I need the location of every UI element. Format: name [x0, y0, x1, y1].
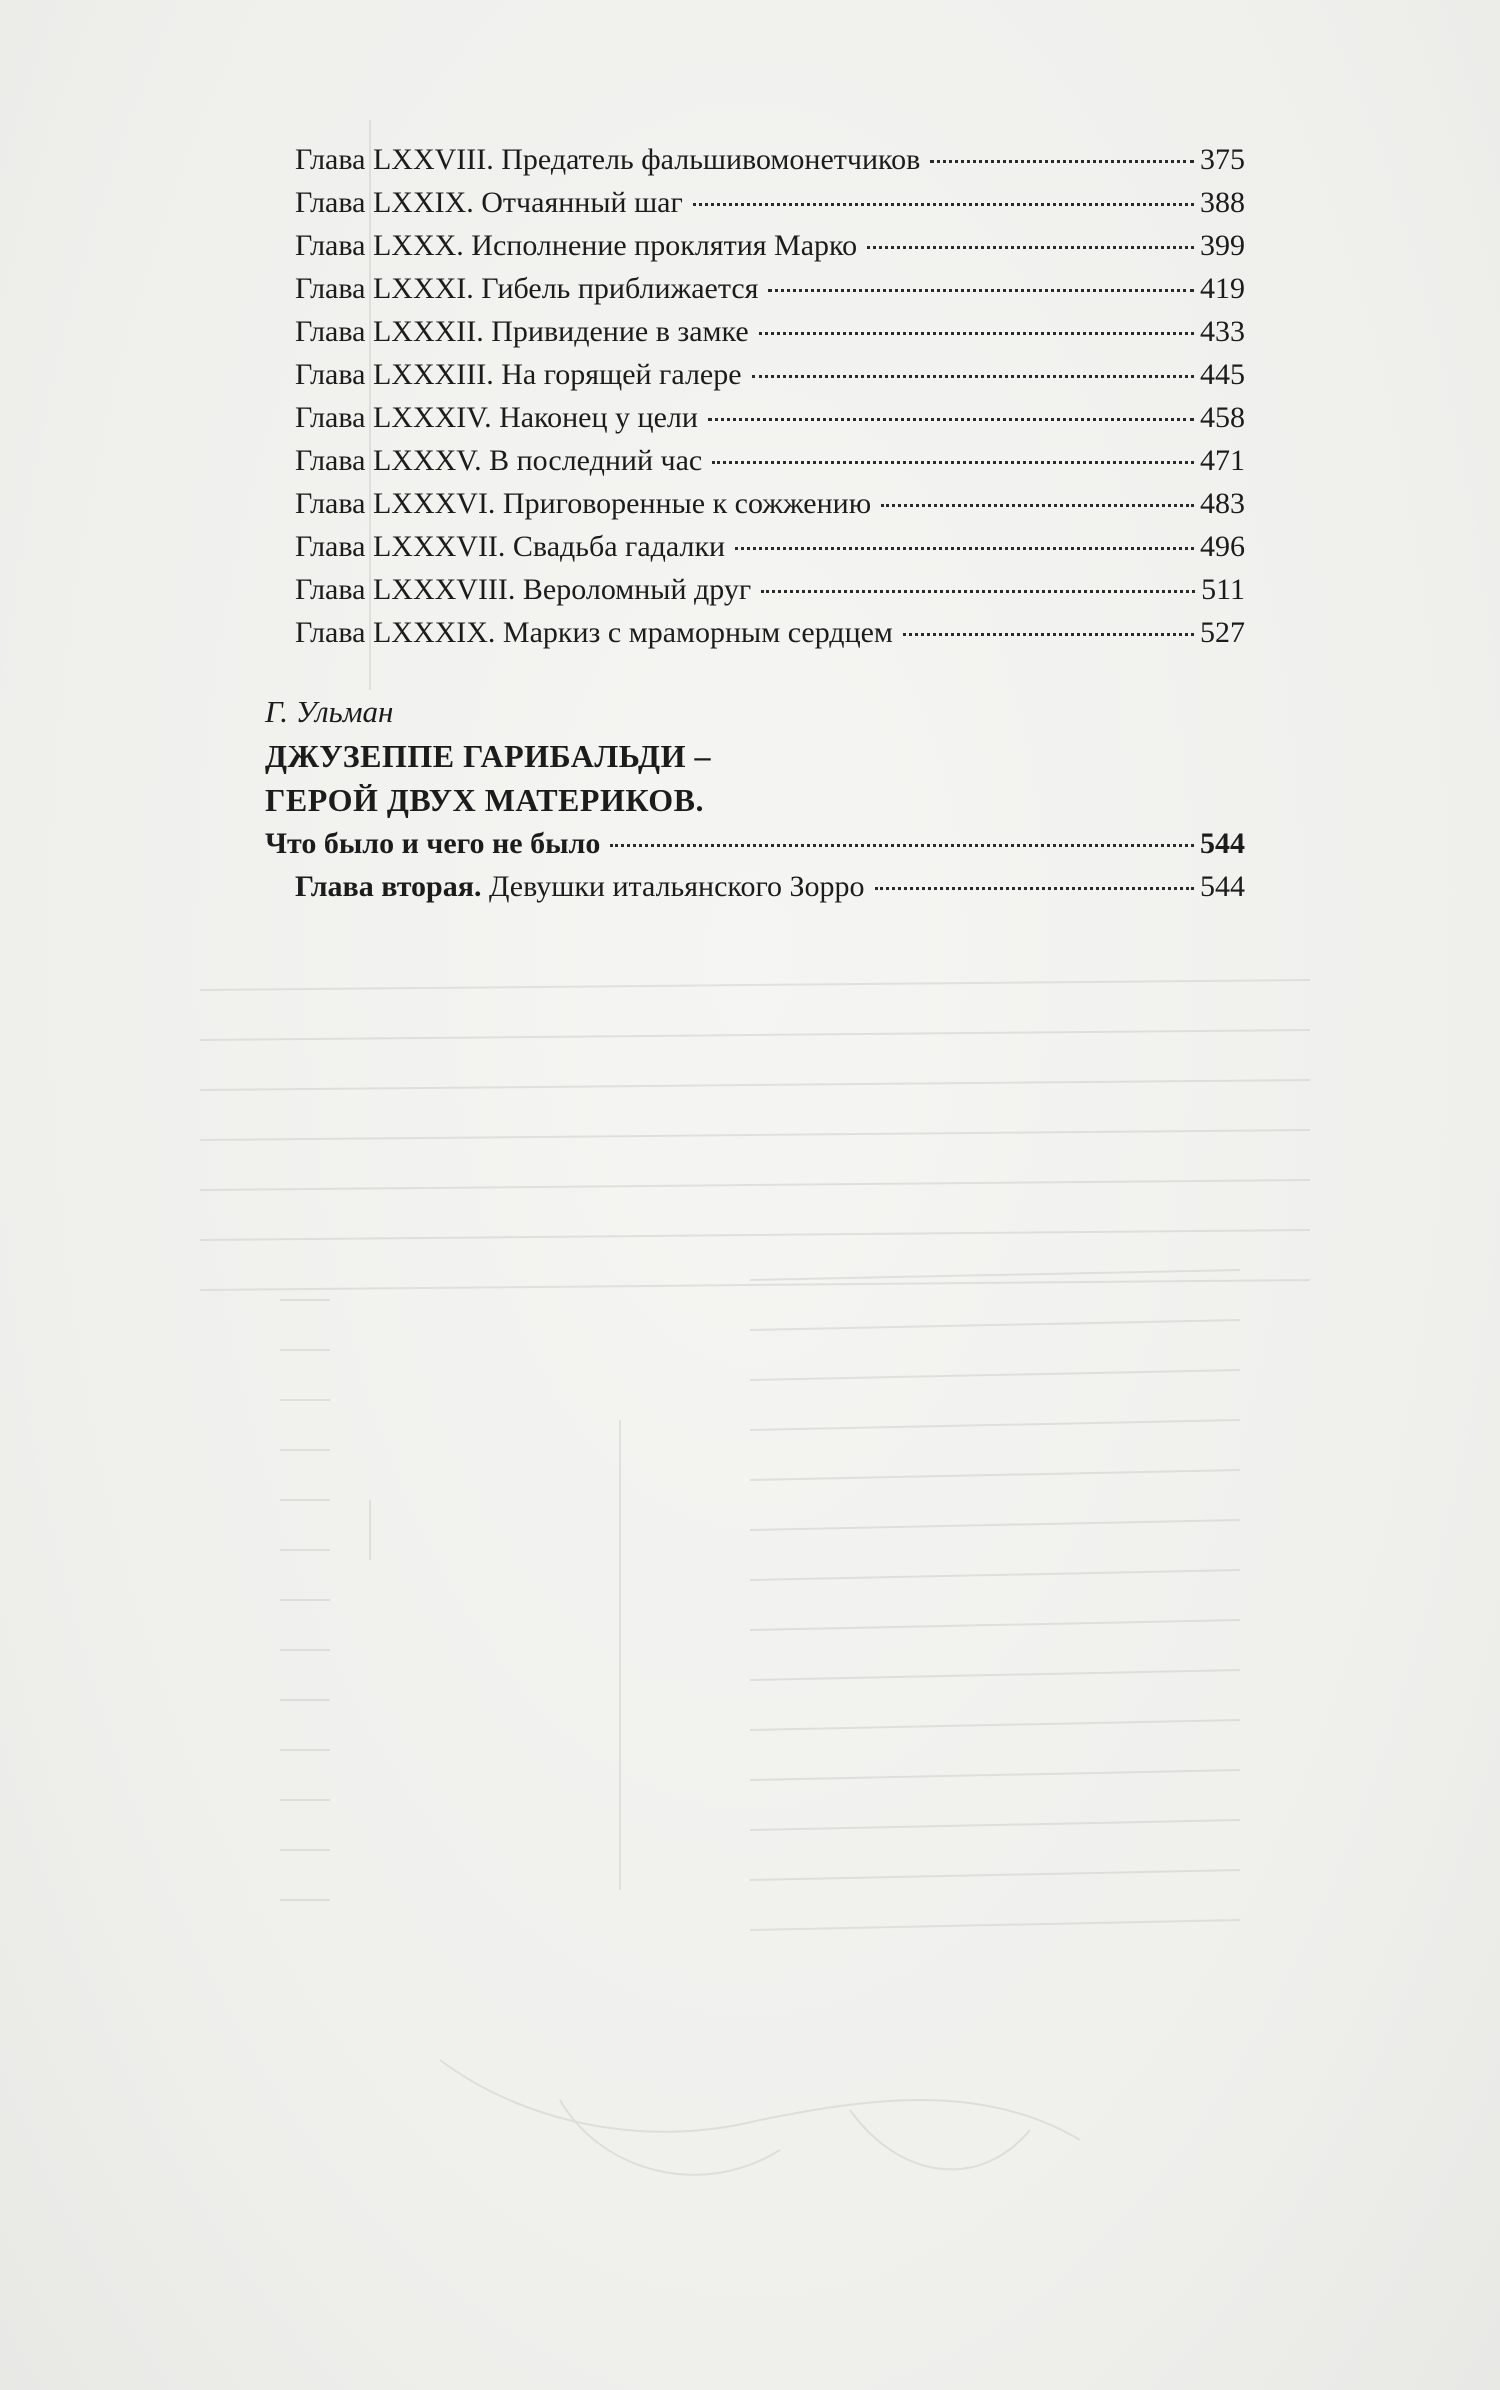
toc-entry	[295, 611, 1245, 654]
dot-leader	[712, 461, 1194, 464]
toc-part-title: Что было и чего не было	[265, 827, 601, 860]
toc-entry-title: Глава LXXXVII. Свадьба гадалки	[295, 530, 726, 563]
dot-leader	[867, 246, 1194, 249]
toc-part-page: 544	[1200, 827, 1245, 860]
toc-entry-page: 527	[1200, 616, 1245, 649]
toc-entry-page: 445	[1200, 358, 1245, 391]
toc-entry	[295, 310, 1245, 353]
toc-entry-title: Глава LXXXII. Привидение в замке	[295, 315, 749, 348]
toc-entry-title: Глава LXXXVI. Приговоренные к сожжению	[295, 487, 872, 520]
toc-entry-title: Глава LXXIX. Отчаянный шаг	[295, 186, 683, 219]
toc-entry	[265, 865, 1245, 908]
dot-leader	[752, 375, 1194, 378]
toc-entry-page: 419	[1200, 272, 1245, 305]
dot-leader	[903, 633, 1194, 636]
toc-entry-page: 375	[1200, 143, 1245, 176]
toc-entry-title: Глава LXXXIV. Наконец у цели	[295, 401, 698, 434]
toc-entry-title: Глава LXXXVIII. Вероломный друг	[295, 573, 752, 606]
dot-leader	[708, 418, 1194, 421]
toc-entry-title: Глава LXXXIX. Маркиз с мраморным сердцем	[295, 616, 893, 649]
dot-leader	[735, 547, 1194, 550]
toc-entry-name: Девушки итальянского Зорро	[488, 870, 865, 903]
toc-entry-title: Глава LXXXI. Гибель приближается	[295, 272, 759, 305]
toc-entry-title: Глава LXXVIII. Предатель фальшивомонетчиков	[295, 143, 921, 176]
table-of-contents	[295, 138, 1245, 654]
toc-entry-page: 399	[1200, 229, 1245, 262]
toc-entry-page: 544	[1200, 870, 1245, 903]
toc-entry-page: 483	[1200, 487, 1245, 520]
toc-entry-page: 511	[1201, 573, 1245, 606]
toc-entry-page: 458	[1200, 401, 1245, 434]
toc-entry-label: Глава вторая.	[295, 870, 482, 903]
dot-leader	[875, 887, 1194, 890]
dot-leader	[761, 590, 1195, 593]
toc-entry	[295, 482, 1245, 525]
toc-entry-page: 471	[1200, 444, 1245, 477]
toc-entry-title: Глава LXXXIII. На горящей галере	[295, 358, 742, 391]
dot-leader	[930, 160, 1194, 163]
toc-entry-title: Глава LXXX. Исполнение проклятия Марко	[295, 229, 858, 262]
toc-part-entry	[265, 822, 1245, 865]
section-author: Г. Ульман	[265, 694, 394, 729]
toc-entry	[295, 439, 1245, 482]
toc-entry-title	[295, 865, 865, 908]
section-title-line-2: ГЕРОЙ ДВУХ МАТЕРИКОВ.	[265, 782, 704, 818]
toc-entry	[295, 396, 1245, 439]
dot-leader	[768, 289, 1194, 292]
toc-entry	[295, 138, 1245, 181]
toc-entry-title: Глава LXXXV. В последний час	[295, 444, 703, 477]
toc-entry-page: 433	[1200, 315, 1245, 348]
toc-entry	[295, 267, 1245, 310]
dot-leader	[610, 844, 1194, 847]
dot-leader	[759, 332, 1194, 335]
toc-entry	[295, 181, 1245, 224]
toc-entry	[295, 525, 1245, 568]
toc-entry-page: 388	[1200, 186, 1245, 219]
toc-entry	[295, 353, 1245, 396]
toc-entry-page: 496	[1200, 530, 1245, 563]
dot-leader	[693, 203, 1194, 206]
toc-entry	[295, 224, 1245, 267]
section-title-line-1: ДЖУЗЕППЕ ГАРИБАЛЬДИ –	[265, 738, 711, 774]
book-section	[265, 690, 1245, 908]
dot-leader	[881, 504, 1194, 507]
toc-entry	[295, 568, 1245, 611]
